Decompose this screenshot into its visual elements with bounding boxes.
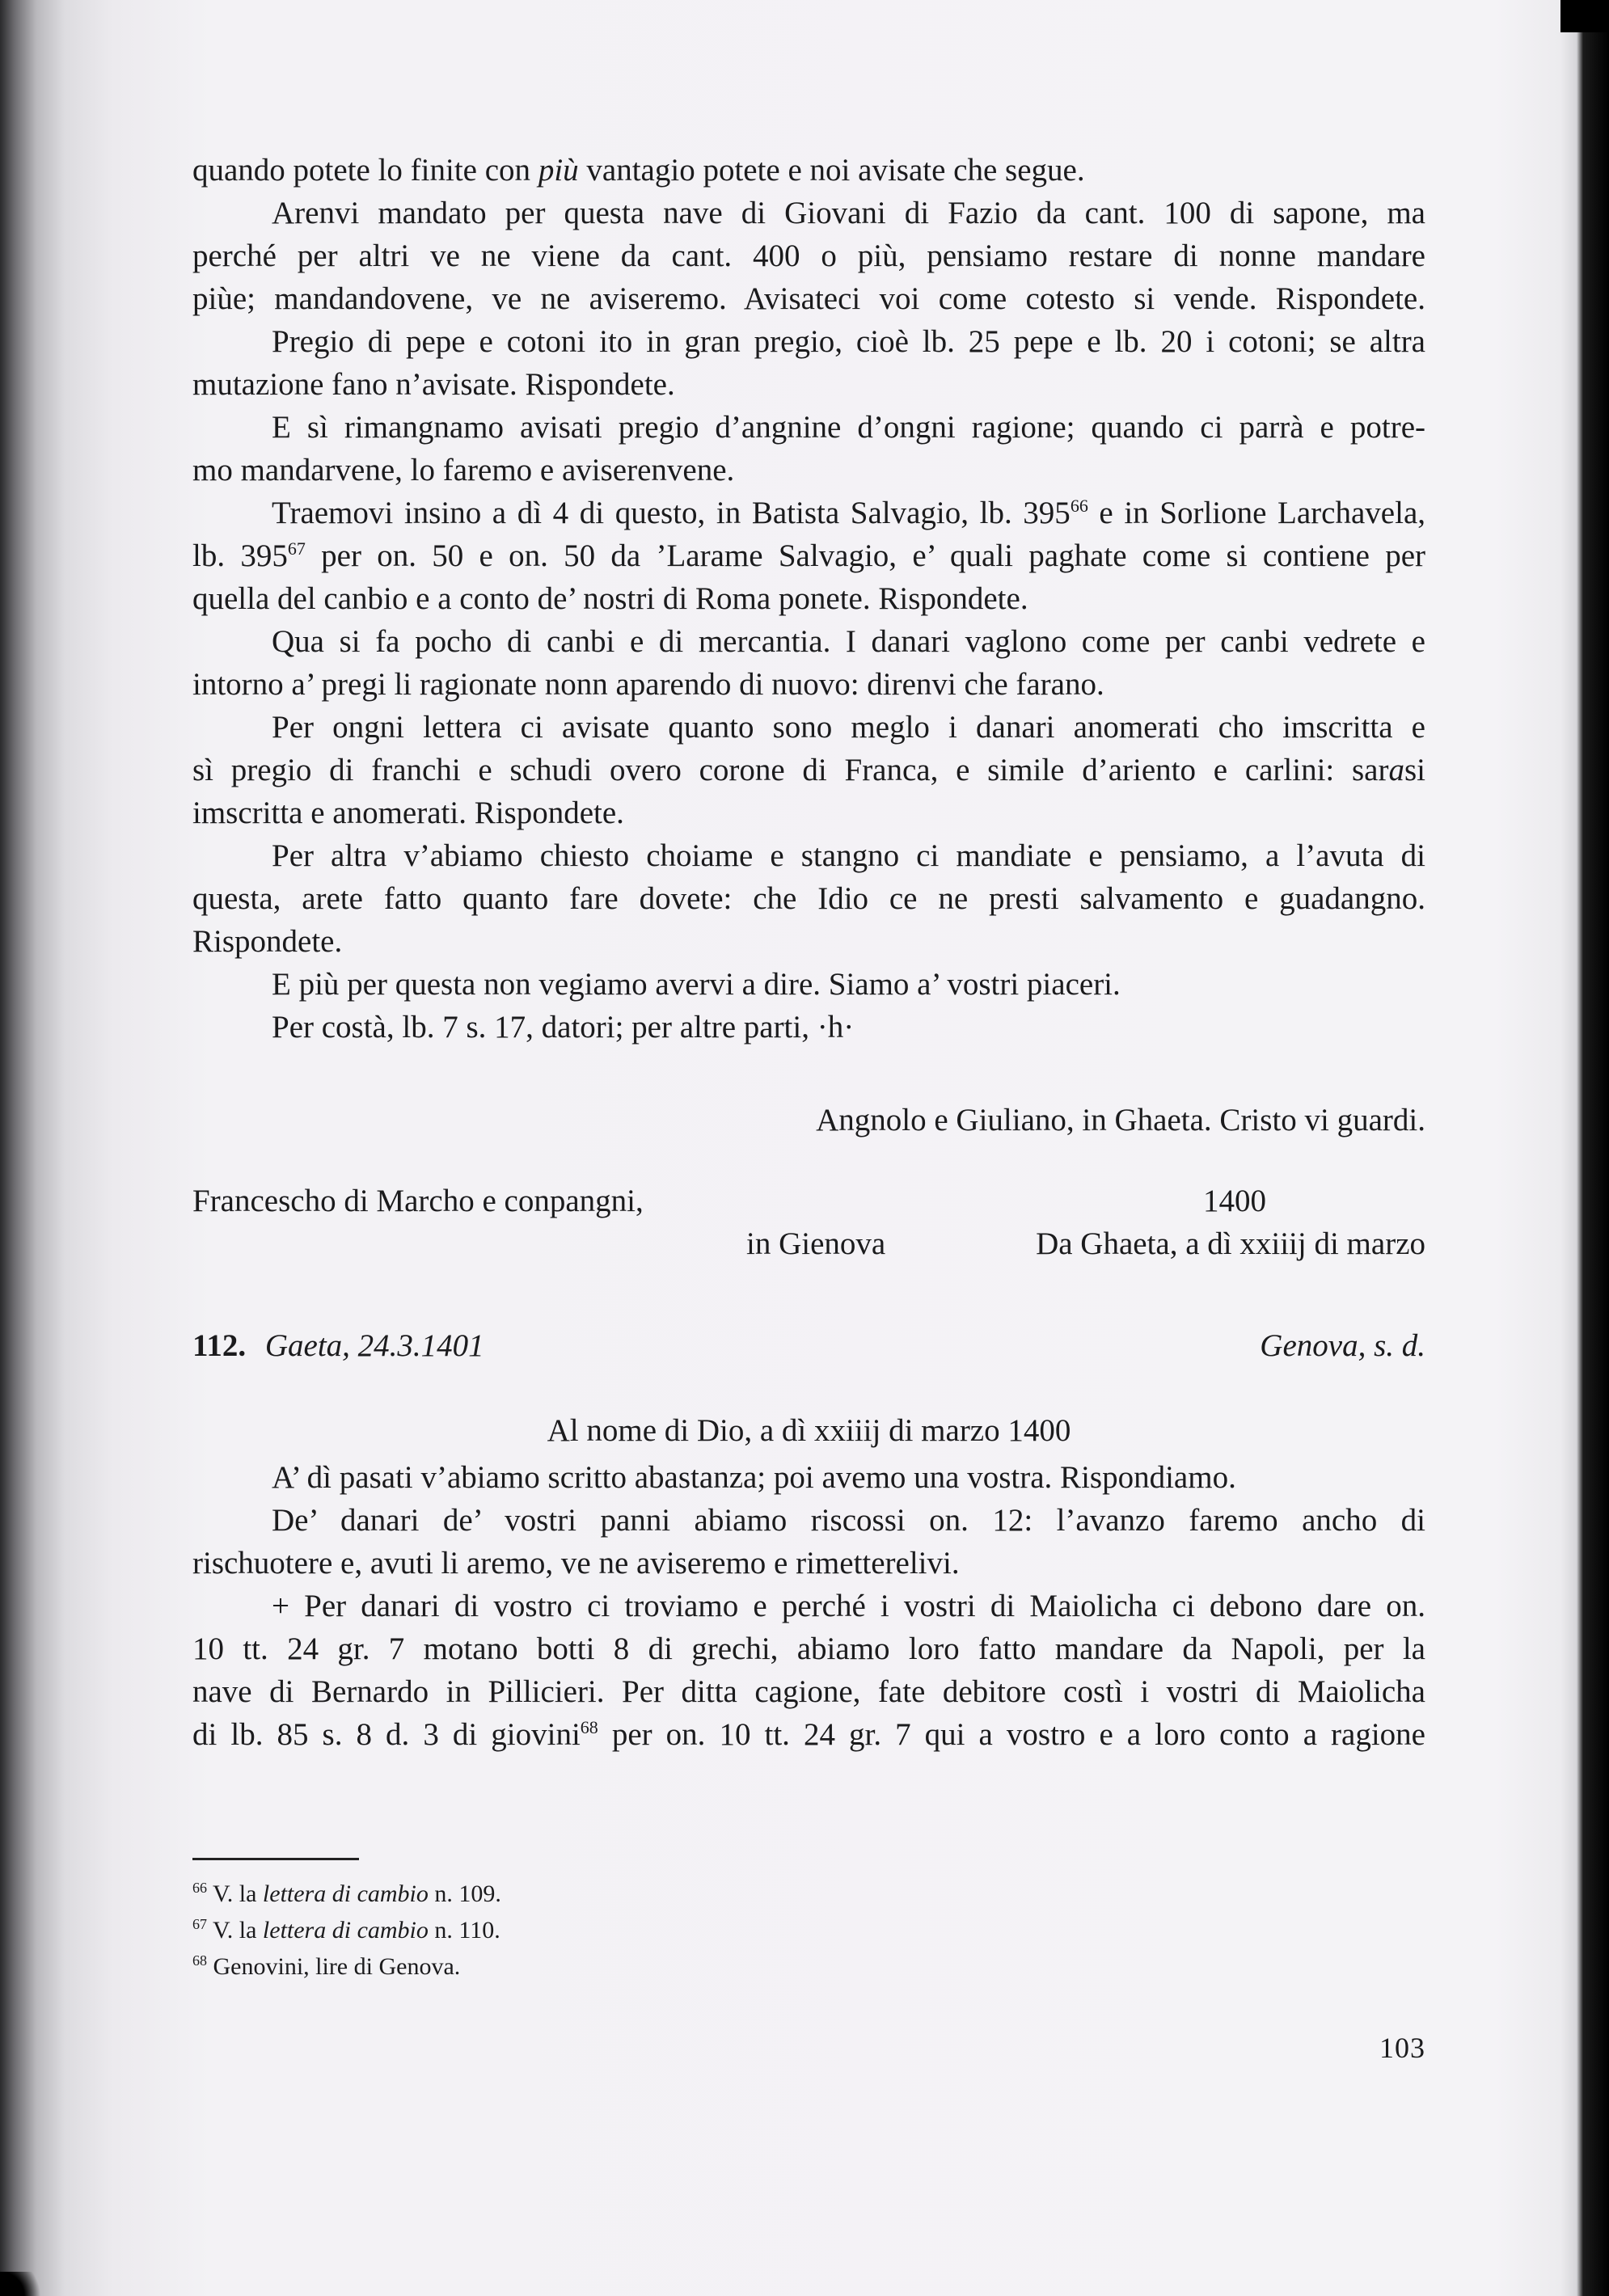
text-segment: Per altra v’abiamo chiesto choiame e stangno ci mandiate e pensiamo, a l’avuta di [272,838,1425,873]
text-segment: per on. 50 e on. 50 da ’Larame Salvagio, e’ quali paghate come si contiene per [305,538,1425,573]
text-segment: n. 109. [428,1880,501,1907]
letter-112-invocation-block [192,1409,1425,1452]
address-year: 1400 [1203,1184,1266,1218]
text-segment: Traemovi insino a dì 4 di questo, in Batista Salvagio, lb. 395 [272,496,1071,530]
text-segment: mo mandarvene, lo faremo e aviserenvene. [192,453,735,487]
text-segment: sì pregio di franchi e schudi overo corone di Franca, e simile d’ariento e carlini: sar [192,753,1389,787]
text-line [192,149,1425,192]
letter-111-address [192,1180,1425,1265]
letter-112-heading [192,1324,1425,1367]
text-line [192,620,1425,663]
text-line [192,834,1425,877]
text-line [192,234,1425,277]
footnote-separator [192,1858,359,1860]
text-segment: di lb. 85 s. 8 d. 3 di giovini [192,1717,581,1752]
text-line [192,1006,1425,1049]
page-number: 103 [1379,2032,1425,2064]
italic-text: lettera di cambio [262,1880,429,1907]
text-line [192,1585,1425,1627]
scan-edge-shadow [1560,0,1609,32]
text-line [192,1456,1425,1499]
address-sent-from: Da Ghaeta, a dì xxiiij di marzo [1036,1226,1425,1261]
text-line [192,577,1425,620]
letter-invocation: Al nome di Dio, a dì xxiiij di marzo 1400 [547,1413,1071,1448]
text-segment: Per costà, lb. 7 s. 17, datori; per altre parti, ·h· [272,1010,855,1045]
text-segment: intorno a’ pregi li ragionate nonn aparendo di nuovo: direnvi che farano. [192,667,1104,702]
text-segment: 10 tt. 24 gr. 7 motano botti 8 di grechi, abiamo loro fatto mandare da Napoli, per la [192,1631,1425,1666]
text-segment: Per ongni lettera ci avisate quanto sono meglo i danari anomerati cho imscritta e [272,710,1425,745]
text-segment: Pregio di pepe e cotoni ito in gran pregio, cioè lb. 25 pepe e lb. 20 i cotoni; se altra [272,324,1425,359]
text-line [192,277,1425,320]
text-line [192,877,1425,920]
text-segment: perché per altri ve ne viene da cant. 400 o più, pensiamo restare di nonne mandare [192,238,1425,273]
text-line [192,663,1425,706]
text-line [192,791,1425,834]
text-segment: e in Sorlione Larchavela, [1087,496,1425,530]
text-segment: rischuotere e, avuti li aremo, ve ne aviseremo e rimetterelivi. [192,1546,960,1581]
address-line-1 [192,1180,1425,1222]
letter-origin: Gaeta, 24.3.1401 [264,1328,484,1363]
text-segment: E sì rimangnamo avisati pregio d’angnine d’ongni ragione; quando ci parrà e potre- [272,410,1425,445]
letter-111-signature-line [192,1099,1425,1142]
address-line-2 [192,1222,1425,1265]
text-segment: nave di Bernardo in Pillicieri. Per ditta cagione, fate debitore costì i vostri di Maiolicha [192,1674,1425,1709]
text-segment: Rispondete. [192,924,343,959]
text-segment: si [1404,753,1425,787]
letter-heading-line [192,1324,1425,1367]
footnote-number: 67 [192,1916,207,1932]
footnote [192,1948,501,1985]
address-place: in Gienova [746,1226,886,1261]
text-segment: Arenvi mandato per questa nave di Giovani di Fazio da cant. 100 di sapone, ma [272,196,1425,230]
text-line [192,406,1425,449]
text-line [192,920,1425,963]
text-segment: quella del canbio e a conto de’ nostri di Roma ponete. Rispondete. [192,581,1028,616]
text-line [192,320,1425,363]
text-line [192,1542,1425,1585]
text-segment: lb. 395 [192,538,288,573]
footnote-number: 68 [192,1952,207,1969]
italic-text: lettera di cambio [262,1917,429,1944]
letter-destination: Genova, s. d. [1260,1328,1425,1363]
text-line [192,1627,1425,1670]
text-segment: vantagio potete e noi avisate che segue. [578,153,1085,188]
footnote-number: 66 [192,1880,207,1896]
scan-corner-shadow [0,2272,40,2296]
text-line [192,363,1425,406]
text-segment: A’ dì pasati v’abiamo scritto abastanza; poi avemo una vostra. Rispondiamo. [272,1460,1236,1495]
text-segment: + Per danari di vostro ci troviamo e perché i vostri di Maiolicha ci debono dare on. [272,1589,1425,1623]
text-segment: n. 110. [428,1917,500,1944]
text-line [192,1670,1425,1713]
text-segment: E più per questa non vegiamo avervi a dire. Siamo a’ vostri piaceri. [272,967,1121,1002]
text-segment: Genovini, lire di Genova. [213,1953,461,1980]
address-recipient: Francescho di Marcho e conpangni, [192,1184,644,1218]
footnote [192,1876,501,1912]
footnote-ref: 67 [287,538,306,559]
footnotes [192,1876,501,1985]
italic-text: più [538,153,579,188]
text-line [192,534,1425,577]
footnote-ref: 68 [580,1717,598,1737]
text-segment: quando potete lo finite con [192,153,538,188]
footnote-ref: 66 [1070,496,1088,516]
text-line [192,492,1425,534]
text-segment: imscritta e anomerati. Rispondete. [192,796,624,830]
text-segment: V. la [212,1880,263,1907]
text-line [192,706,1425,749]
text-line [192,449,1425,492]
text-line [192,192,1425,234]
text-line [192,749,1425,791]
text-segment: per on. 10 tt. 24 gr. 7 qui a vostro e a loro conto a ragione [598,1717,1425,1752]
text-segment: piùe; mandandovene, ve ne aviseremo. Avisateci voi come cotesto si vende. Rispondete. [192,281,1425,316]
text-line [192,1713,1425,1756]
letter-111-body [192,149,1425,1049]
text-segment: V. la [212,1917,263,1944]
footnote [192,1912,501,1948]
text-segment: mutazione fano n’avisate. Rispondete. [192,367,675,402]
italic-text: a [1388,753,1404,787]
text-segment: questa, arete fatto quanto fare dovete: che Idio ce ne presti salvamento e guadangno. [192,881,1425,916]
letter-112-body [192,1456,1425,1756]
text-line [192,1499,1425,1542]
text-segment: Qua si fa pocho di canbi e di mercantia. I danari vaglono come per canbi vedrete e [272,624,1425,659]
letter-signature: Angnolo e Giuliano, in Ghaeta. Cristo vi guardi. [816,1103,1425,1137]
text-segment: De’ danari de’ vostri panni abiamo riscossi on. 12: l’avanzo faremo ancho di [272,1503,1425,1538]
text-line [192,963,1425,1006]
letter-number: 112. [192,1328,247,1363]
